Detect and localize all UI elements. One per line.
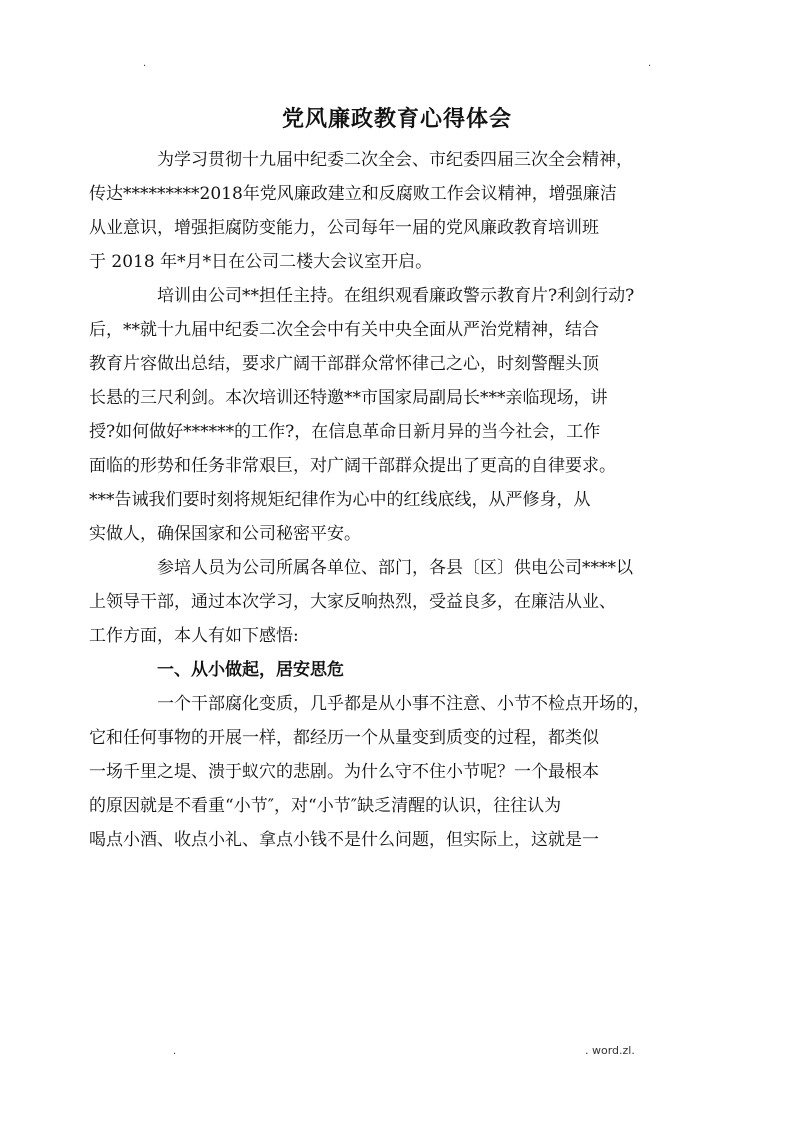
paragraph-intro <box>89 143 675 279</box>
text-line: 教育片容做出总结，要求广阔干部群众常怀律己之心，时刻警醒头顶 <box>89 354 599 374</box>
header-mark-right: . <box>648 58 652 69</box>
paragraph-participants <box>89 551 675 653</box>
paragraph-training <box>89 279 675 551</box>
text-line: 的原因就是不看重“小节″，对“小节″缺乏清醒的认识，往往认为 <box>89 796 562 816</box>
text-line: 参培人员为公司所属各单位、部门，各县〔区〕供电公司****以 <box>157 558 633 578</box>
text-line: ***告诫我们要时刻将规矩纪律作为心中的红线底线，从严修身，从 <box>89 490 591 510</box>
section-heading: 一、从小做起，居安思危 <box>157 660 344 680</box>
text-line: 长悬的三尺利剑。本次培训还特邀**市国家局副局长***亲临现场，讲 <box>89 388 608 408</box>
text-line: 授?如何做好******的工作?，在信息革命日新月异的当今社会，工作 <box>89 422 601 442</box>
text-line: 实做人，确保国家和公司秘密平安。 <box>89 524 361 544</box>
document-body <box>89 143 675 857</box>
text-line: 它和任何事物的开展一样，都经历一个从量变到质变的过程，都类似 <box>89 728 599 748</box>
text-line: 传达*********2018年党风廉政建立和反腐败工作会议精神，增强廉洁 <box>89 184 617 204</box>
text-line: 喝点小酒、收点小礼、拿点小钱不是什么问题，但实际上，这就是一 <box>89 830 599 850</box>
paragraph-section-one <box>89 687 675 857</box>
footer-watermark-text: . word.zl. <box>585 1044 635 1057</box>
text-line: 培训由公司**担任主持。在组织观看廉政警示教育片?利剑行动? <box>157 286 635 306</box>
text-line: 上领导干部，通过本次学习，大家反响热烈，受益良多，在廉洁从业、 <box>89 592 616 612</box>
text-line: 为学习贯彻十九届中纪委二次全会、市纪委四届三次全会精神， <box>157 150 633 170</box>
text-line: 从业意识，增强拒腐防变能力，公司每年一届的党风廉政教育培训班 <box>89 218 599 238</box>
text-line: 工作方面，本人有如下感悟: <box>89 626 299 646</box>
text-line: 后，**就十九届中纪委二次全会中有关中央全面从严治党精神，结合 <box>89 320 599 340</box>
document-title: 党风廉政教育心得体会 <box>281 106 512 132</box>
footer-mark-left: . <box>173 1046 177 1057</box>
text-line: 一场千里之堤、溃于蚁穴的悲剧。为什么守不住小节呢？一个最根本 <box>89 762 599 782</box>
text-line: 面临的形势和任务非常艰巨，对广阔干部群众提出了更高的自律要求。 <box>89 456 616 476</box>
text-line: 一个干部腐化变质，几乎都是从小事不注意、小节不检点开场的， <box>157 694 650 714</box>
text-line: 于 2018 年*月*日在公司二楼大会议室开启。 <box>89 252 433 272</box>
header-mark-left: . <box>143 58 147 69</box>
